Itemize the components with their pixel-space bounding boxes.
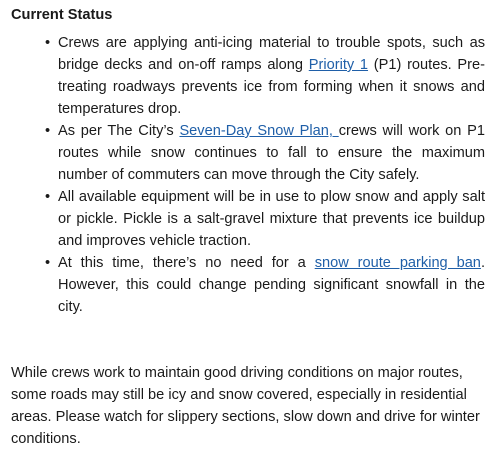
bullet-item-equipment [45,186,485,252]
bullet-text: All available equipment will be in use to plow snow and apply salt or pickle. Pickle is a salt-gravel mixture that prevents ice buildup and improves vehicle traction. [58,189,485,249]
bullet-item-snow-plan [45,120,485,186]
bullet-text: Crews are applying anti-icing material to trouble spots, such as bridge decks and on-off ramps along [58,35,485,73]
bullet-text: crews will work on P1 routes while snow continues to fall to ensure the maximum number of commuters can move through the City safely. [58,123,485,183]
bullet-item-parking-ban [45,252,485,318]
bullet-text: . However, this could change pending significant snowfall in the city. [58,255,485,315]
document [11,4,485,450]
snow-route-parking-ban-link[interactable]: snow route parking ban [314,255,481,271]
section-heading: Current Status [11,7,113,23]
bullet-text: (P1) routes. Pre-treating roadways prevents ice from forming when it snows and temperatures drop. [58,57,485,117]
priority-1-link[interactable]: Priority 1 [308,57,369,73]
bullet-marker: • [45,255,51,271]
status-bullet-list [11,32,485,318]
bullet-item-anti-icing [45,32,485,120]
bullet-text: At this time, there’s no need for a [58,255,315,271]
seven-day-snow-plan-link[interactable]: Seven-Day Snow Plan, [179,123,339,139]
bullet-marker: • [45,123,51,139]
bullet-marker: • [45,35,51,51]
advisory-paragraph: While crews work to maintain good driving conditions on major routes, some roads may still be icy and snow covered, especially in residential areas. Please watch for slippery sections, slow down and drive for winter conditions. [11,365,480,447]
bullet-marker: • [45,189,51,205]
bullet-text: As per The City’s [58,123,180,139]
